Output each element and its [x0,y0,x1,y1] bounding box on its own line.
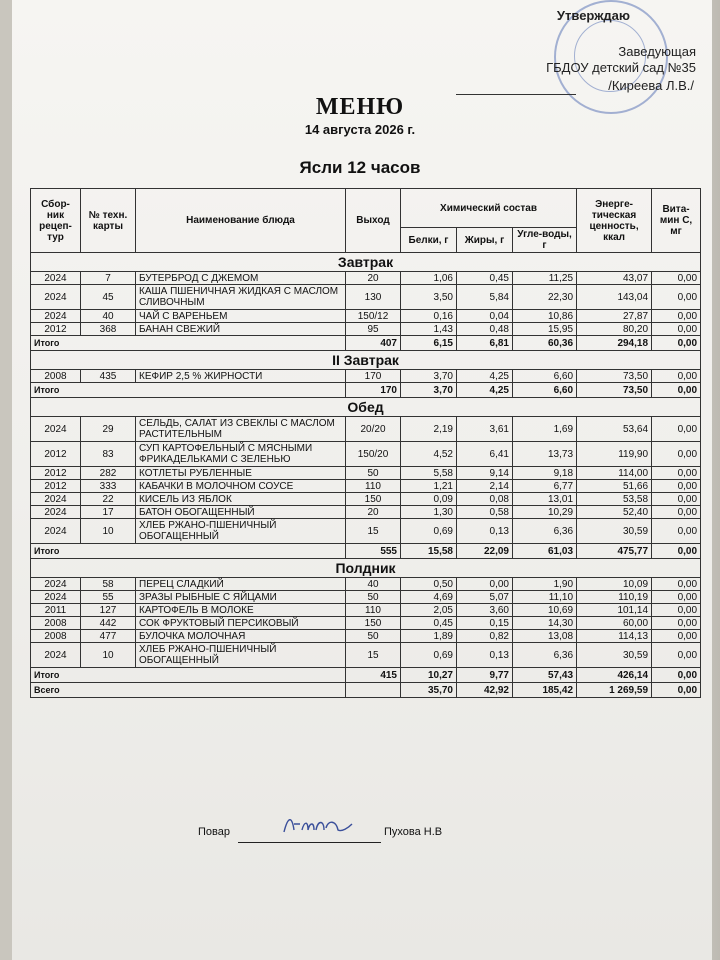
table-cell: 2024 [31,310,81,323]
table-cell: 50 [346,467,401,480]
table-cell: 333 [81,480,136,493]
col-header-card: № техн. карты [81,189,136,253]
table-cell: 9,18 [513,467,577,480]
table-cell: КАША ПШЕНИЧНАЯ ЖИДКАЯ С МАСЛОМ СЛИВОЧНЫМ [136,285,346,310]
grand-total-cell [346,683,401,698]
table-cell: 10,69 [513,604,577,617]
table-row [31,643,701,668]
total-cell: 475,77 [577,544,652,559]
total-row [31,383,701,398]
table-cell: 0,69 [401,643,457,668]
total-cell: 15,58 [401,544,457,559]
table-cell: 1,89 [401,630,457,643]
table-cell: 150 [346,493,401,506]
table-cell: СУП КАРТОФЕЛЬНЫЙ С МЯСНЫМИ ФРИКАДЕЛЬКАМИ С ЗЕЛЕНЬЮ [136,442,346,467]
table-cell: 114,13 [577,630,652,643]
table-cell: 2,19 [401,417,457,442]
total-cell: 0,00 [652,336,701,351]
table-cell: БУТЕРБРОД С ДЖЕМОМ [136,272,346,285]
table-cell: 13,08 [513,630,577,643]
table-cell: 58 [81,578,136,591]
table-cell: 1,30 [401,506,457,519]
table-cell: 13,73 [513,442,577,467]
table-cell: 4,69 [401,591,457,604]
table-cell: 2012 [31,442,81,467]
table-cell: 2012 [31,480,81,493]
cook-name: Пухова Н.В [384,826,443,838]
table-cell: 1,21 [401,480,457,493]
col-header-carbs: Угле-воды, г [513,228,577,253]
menu-title: МЕНЮ [315,94,405,120]
table-row [31,370,701,383]
table-cell: 0,00 [652,493,701,506]
table-cell: 150 [346,617,401,630]
table-cell: 2012 [31,323,81,336]
table-cell: СОК ФРУКТОВЫЙ ПЕРСИКОВЫЙ [136,617,346,630]
table-cell: 0,00 [457,578,513,591]
approval-org: ГБДОУ детский сад №35 [546,60,696,75]
table-cell: 119,90 [577,442,652,467]
table-cell: 11,25 [513,272,577,285]
section-header [31,398,701,417]
total-row [31,544,701,559]
cook-signature-line [238,842,381,843]
table-cell: 0,08 [457,493,513,506]
table-cell: 10,09 [577,578,652,591]
table-cell: 3,50 [401,285,457,310]
table-cell: 30,59 [577,519,652,544]
table-cell: 282 [81,467,136,480]
table-cell: 0,00 [652,578,701,591]
total-label: Итого [31,668,346,683]
total-cell: 6,15 [401,336,457,351]
table-cell: 15,95 [513,323,577,336]
table-cell: 45 [81,285,136,310]
table-cell: 0,00 [652,643,701,668]
table-row [31,630,701,643]
total-cell: 0,00 [652,544,701,559]
table-cell: 20 [346,272,401,285]
table-cell: 0,13 [457,643,513,668]
table-cell: 2024 [31,506,81,519]
table-row [31,506,701,519]
table-cell: 130 [346,285,401,310]
table-cell: 0,58 [457,506,513,519]
table-cell: 0,16 [401,310,457,323]
table-cell: 0,45 [457,272,513,285]
table-cell: 7 [81,272,136,285]
total-cell: 170 [346,383,401,398]
table-cell: 51,66 [577,480,652,493]
col-header-collection: Сбор-ник рецеп-тур [31,189,81,253]
table-cell: 0,00 [652,480,701,493]
table-cell: 0,00 [652,285,701,310]
table-cell: 4,25 [457,370,513,383]
grand-total-cell: 1 269,59 [577,683,652,698]
table-cell: КИСЕЛЬ ИЗ ЯБЛОК [136,493,346,506]
section-title: II Завтрак [31,351,701,370]
total-cell: 6,60 [513,383,577,398]
table-cell: КАБАЧКИ В МОЛОЧНОМ СОУСЕ [136,480,346,493]
table-cell: 6,77 [513,480,577,493]
table-cell: 20/20 [346,417,401,442]
table-row [31,591,701,604]
total-row [31,668,701,683]
table-cell: 2024 [31,591,81,604]
total-cell: 60,36 [513,336,577,351]
table-cell: 2024 [31,417,81,442]
total-label: Итого [31,544,346,559]
table-cell: 2,05 [401,604,457,617]
table-cell: 110 [346,480,401,493]
table-cell: 0,45 [401,617,457,630]
approval-position: Заведующая [618,44,696,59]
total-cell: 0,00 [652,383,701,398]
table-cell: ЗРАЗЫ РЫБНЫЕ С ЯЙЦАМИ [136,591,346,604]
table-cell: 4,52 [401,442,457,467]
col-header-energy: Энерге-тическая ценность, ккал [577,189,652,253]
table-cell: 83 [81,442,136,467]
table-cell: КОТЛЕТЫ РУБЛЕННЫЕ [136,467,346,480]
total-cell: 294,18 [577,336,652,351]
table-cell: 40 [346,578,401,591]
grand-total-label: Всего [31,683,346,698]
table-cell: 0,15 [457,617,513,630]
table-cell: 6,41 [457,442,513,467]
total-row [31,336,701,351]
table-cell: 1,90 [513,578,577,591]
table-cell: 2011 [31,604,81,617]
total-cell: 61,03 [513,544,577,559]
cook-signature [278,810,358,840]
table-cell: 53,58 [577,493,652,506]
table-cell: 2024 [31,643,81,668]
col-header-protein: Белки, г [401,228,457,253]
table-cell: 60,00 [577,617,652,630]
table-cell: 10 [81,643,136,668]
table-cell: 3,70 [401,370,457,383]
table-cell: 1,69 [513,417,577,442]
table-cell: СЕЛЬДЬ, САЛАТ ИЗ СВЕКЛЫ С МАСЛОМ РАСТИТЕЛЬНЫМ [136,417,346,442]
grand-total-cell: 0,00 [652,683,701,698]
table-cell: 114,00 [577,467,652,480]
table-cell: 95 [346,323,401,336]
cook-label: Повар [198,826,230,838]
approval-title: Утверждаю [556,8,630,23]
table-cell: 14,30 [513,617,577,630]
table-cell: 52,40 [577,506,652,519]
table-cell: 73,50 [577,370,652,383]
table-cell: 0,00 [652,519,701,544]
table-cell: 10 [81,519,136,544]
table-cell: БАТОН ОБОГАЩЕННЫЙ [136,506,346,519]
section-header [31,253,701,272]
table-cell: 0,00 [652,617,701,630]
table-cell: 55 [81,591,136,604]
section-header [31,351,701,370]
table-cell: 2012 [31,467,81,480]
table-cell: 2,14 [457,480,513,493]
table-cell: 6,60 [513,370,577,383]
table-row [31,467,701,480]
menu-table [30,188,701,698]
total-cell: 4,25 [457,383,513,398]
table-cell: 0,50 [401,578,457,591]
menu-date: 14 августа 2026 г. [304,122,416,137]
table-cell: 1,06 [401,272,457,285]
table-cell: 13,01 [513,493,577,506]
table-row [31,617,701,630]
table-cell: 22 [81,493,136,506]
total-cell: 555 [346,544,401,559]
approval-block [456,6,696,96]
table-row [31,442,701,467]
section-title: Полдник [31,559,701,578]
table-row [31,323,701,336]
table-cell: ХЛЕБ РЖАНО-ПШЕНИЧНЫЙ ОБОГАЩЕННЫЙ [136,519,346,544]
table-cell: 2008 [31,630,81,643]
table-cell: 0,69 [401,519,457,544]
table-cell: 3,61 [457,417,513,442]
table-cell: ХЛЕБ РЖАНО-ПШЕНИЧНЫЙ ОБОГАЩЕННЫЙ [136,643,346,668]
total-label: Итого [31,336,346,351]
table-cell: БУЛОЧКА МОЛОЧНАЯ [136,630,346,643]
table-cell: 6,36 [513,519,577,544]
table-cell: 9,14 [457,467,513,480]
grand-total-cell: 185,42 [513,683,577,698]
table-cell: 0,00 [652,506,701,519]
total-cell: 10,27 [401,668,457,683]
total-cell: 57,43 [513,668,577,683]
table-cell: 11,10 [513,591,577,604]
table-cell: 2024 [31,578,81,591]
table-cell: 0,00 [652,272,701,285]
table-cell: 170 [346,370,401,383]
total-cell: 0,00 [652,668,701,683]
table-cell: 435 [81,370,136,383]
section-header [31,559,701,578]
table-row [31,493,701,506]
total-cell: 22,09 [457,544,513,559]
total-label: Итого [31,383,346,398]
table-cell: 150/20 [346,442,401,467]
table-cell: 15 [346,519,401,544]
table-cell: 2024 [31,493,81,506]
table-cell: 0,00 [652,417,701,442]
table-row [31,604,701,617]
table-cell: 43,07 [577,272,652,285]
table-cell: 15 [346,643,401,668]
total-cell: 9,77 [457,668,513,683]
table-cell: 5,07 [457,591,513,604]
table-cell: 0,13 [457,519,513,544]
col-header-dish: Наименование блюда [136,189,346,253]
table-cell: 22,30 [513,285,577,310]
table-cell: 27,87 [577,310,652,323]
table-row [31,285,701,310]
table-cell: 0,00 [652,442,701,467]
total-cell: 415 [346,668,401,683]
table-cell: 0,00 [652,591,701,604]
table-cell: 17 [81,506,136,519]
table-cell: 50 [346,591,401,604]
table-cell: 0,09 [401,493,457,506]
group-name: Ясли 12 часов [299,158,421,177]
table-cell: 2024 [31,519,81,544]
table-cell: 101,14 [577,604,652,617]
table-cell: 0,00 [652,310,701,323]
table-cell: 0,00 [652,323,701,336]
table-row [31,519,701,544]
grand-total-row [31,683,701,698]
table-cell: 0,00 [652,604,701,617]
col-header-yield: Выход [346,189,401,253]
table-row [31,272,701,285]
table-cell: 442 [81,617,136,630]
table-cell: 3,60 [457,604,513,617]
table-cell: 2024 [31,285,81,310]
table-cell: 20 [346,506,401,519]
table-cell: 0,48 [457,323,513,336]
table-cell: 150/12 [346,310,401,323]
table-cell: 0,00 [652,630,701,643]
table-cell: 5,84 [457,285,513,310]
menu-table-body [31,253,701,698]
table-cell: 110 [346,604,401,617]
table-cell: 5,58 [401,467,457,480]
table-cell: КЕФИР 2,5 % ЖИРНОСТИ [136,370,346,383]
table-cell: 368 [81,323,136,336]
table-cell: 10,29 [513,506,577,519]
table-cell: 1,43 [401,323,457,336]
table-cell: 40 [81,310,136,323]
total-cell: 6,81 [457,336,513,351]
table-cell: КАРТОФЕЛЬ В МОЛОКЕ [136,604,346,617]
total-cell: 3,70 [401,383,457,398]
section-title: Завтрак [31,253,701,272]
table-cell: 143,04 [577,285,652,310]
total-cell: 73,50 [577,383,652,398]
grand-total-cell: 35,70 [401,683,457,698]
table-cell: 53,64 [577,417,652,442]
table-cell: ПЕРЕЦ СЛАДКИЙ [136,578,346,591]
table-cell: 0,04 [457,310,513,323]
table-row [31,310,701,323]
table-cell: БАНАН СВЕЖИЙ [136,323,346,336]
table-cell: 50 [346,630,401,643]
col-header-vitamin: Вита-мин С, мг [652,189,701,253]
table-cell: 127 [81,604,136,617]
col-header-chem: Химический состав [401,189,577,228]
grand-total-cell: 42,92 [457,683,513,698]
table-cell: 6,36 [513,643,577,668]
table-cell: 0,00 [652,467,701,480]
total-cell: 426,14 [577,668,652,683]
table-row [31,578,701,591]
approval-name: /Киреева Л.В./ [608,78,694,93]
table-cell: 2024 [31,272,81,285]
table-cell: 0,00 [652,370,701,383]
table-row [31,417,701,442]
table-cell: 80,20 [577,323,652,336]
table-cell: 30,59 [577,643,652,668]
table-cell: 110,19 [577,591,652,604]
table-cell: 29 [81,417,136,442]
total-cell: 407 [346,336,401,351]
table-cell: 10,86 [513,310,577,323]
table-cell: 2008 [31,617,81,630]
table-cell: 2008 [31,370,81,383]
col-header-fat: Жиры, г [457,228,513,253]
table-cell: 0,82 [457,630,513,643]
table-row [31,480,701,493]
section-title: Обед [31,398,701,417]
table-cell: 477 [81,630,136,643]
table-cell: ЧАЙ С ВАРЕНЬЕМ [136,310,346,323]
